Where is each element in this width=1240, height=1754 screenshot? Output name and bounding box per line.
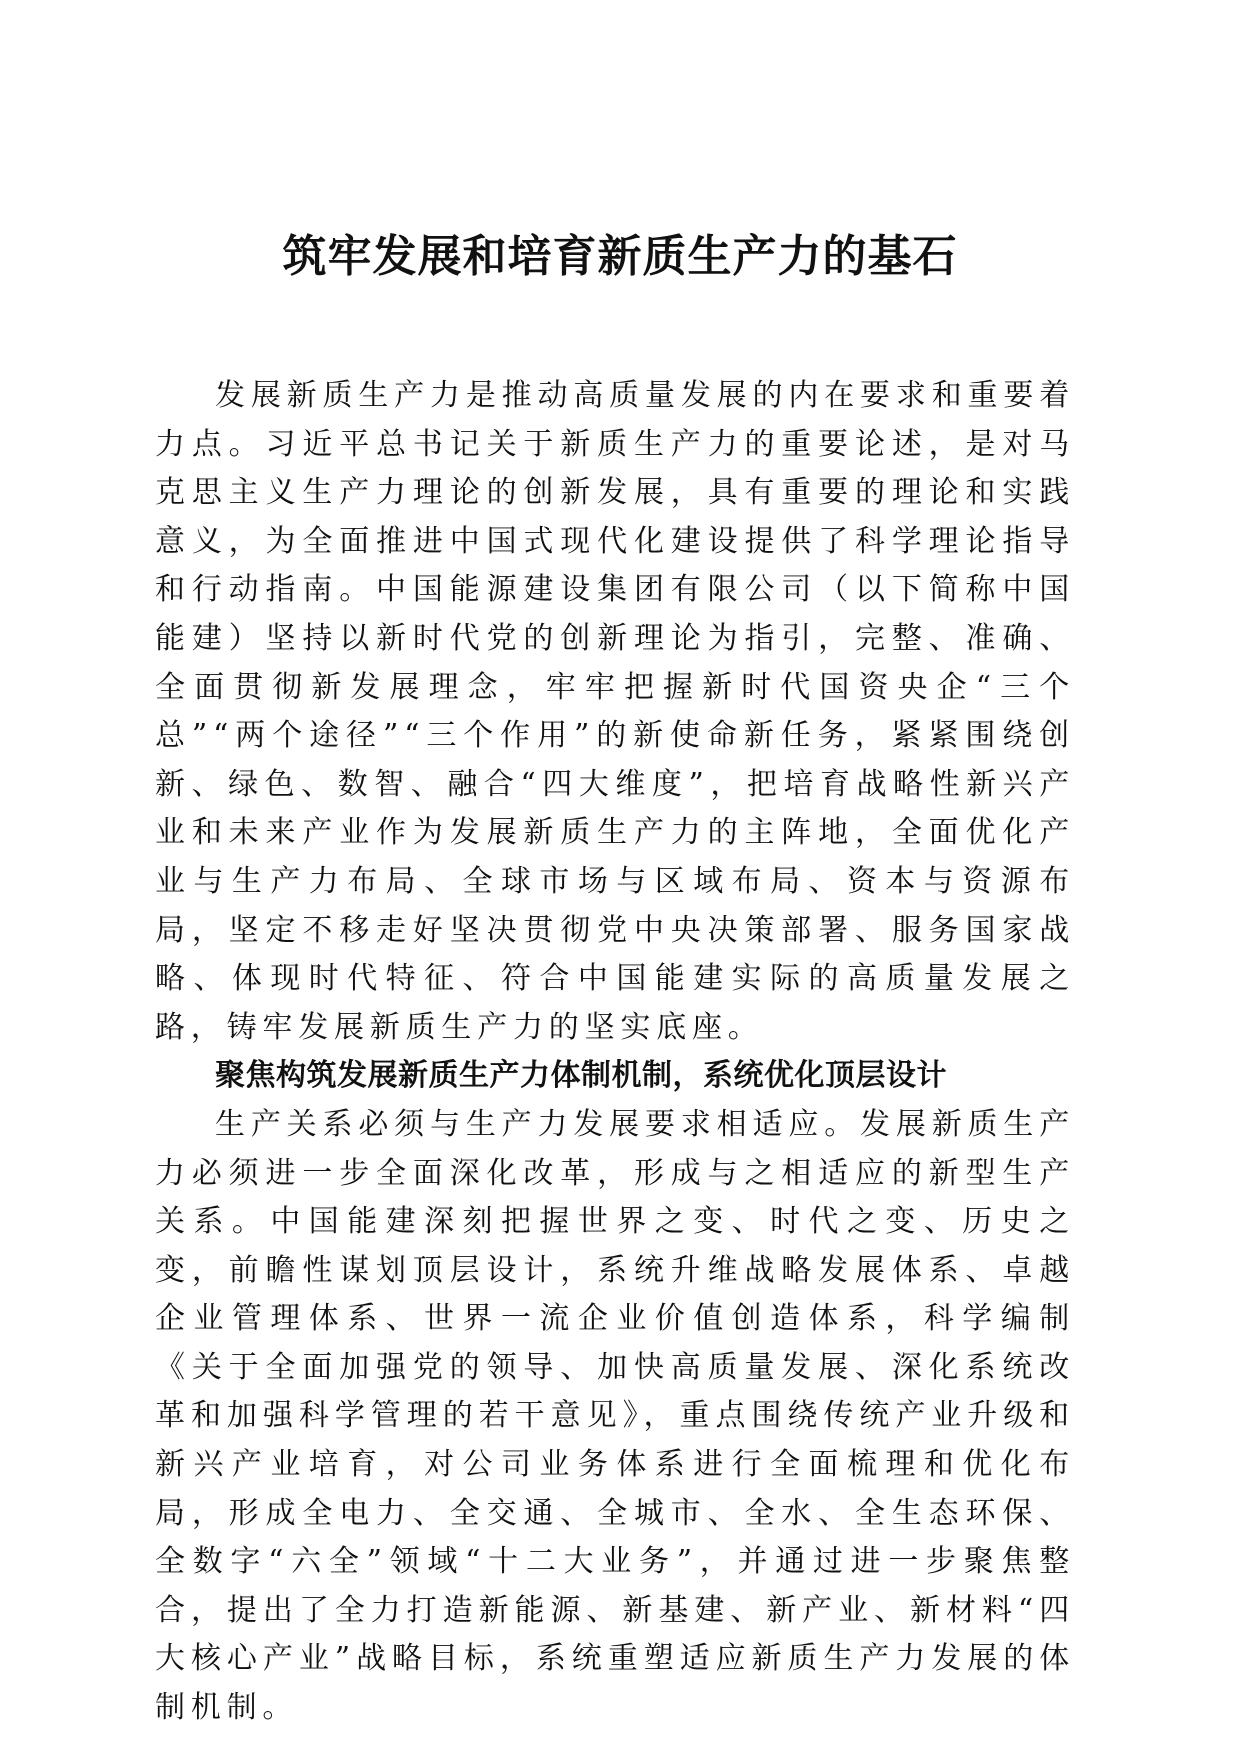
document-title: 筑牢发展和培育新质生产力的基石: [282, 231, 958, 282]
section-paragraph: 生产关系必须与生产力发展要求相适应。发展新质生产力必须进一步全面深化改革，形成与之相适应的新型生产关系。中国能建深刻把握世界之变、时代之变、历史之变，前瞻性谋划顶层设计，系统升维战略发展体系、卓越企业管理体系、世界一流企业价值创造体系，科学编制《关于全面加强党的领导、加快高质量发展、深化系统改革和加强科学管理的若干意见》，重点围绕传统产业升级和新兴产业培育，对公司业务体系进行全面梳理和优化布局，形成全电力、全交通、全城市、全水、全生态环保、全数字“六全”领域“十二大业务”，并通过进一步聚焦整合，提出了全力打造新能源、新基建、新产业、新材料“四大核心产业”战略目标，系统重塑适应新质生产力发展的体制机制。: [155, 1106, 1075, 1726]
section-heading: 聚焦构筑发展新质生产力体制机制，系统优化顶层设计: [215, 1058, 947, 1094]
intro-paragraph: 发展新质生产力是推动高质量发展的内在要求和重要着力点。习近平总书记关于新质生产力的重要论述，是对马克思主义生产力理论的创新发展，具有重要的理论和实践意义，为全面推进中国式现代化建设提供了科学理论指导和行动指南。中国能源建设集团有限公司（以下简称中国能建）坚持以新时代党的创新理论为指引，完整、准确、全面贯彻新发展理念，牢牢把握新时代国资央企“三个总”“两个途径”“三个作用”的新使命新任务，紧紧围绕创新、绿色、数智、融合“四大维度”，把培育战略性新兴产业和未来产业作为发展新质生产力的主阵地，全面优化产业与生产力布局、全球市场与区域布局、资本与资源布局，坚定不移走好坚决贯彻党中央决策部署、服务国家战略、体现时代特征、符合中国能建实际的高质量发展之路，铸牢发展新质生产力的坚实底座。: [155, 378, 1075, 1045]
document-body: [155, 372, 1075, 1733]
